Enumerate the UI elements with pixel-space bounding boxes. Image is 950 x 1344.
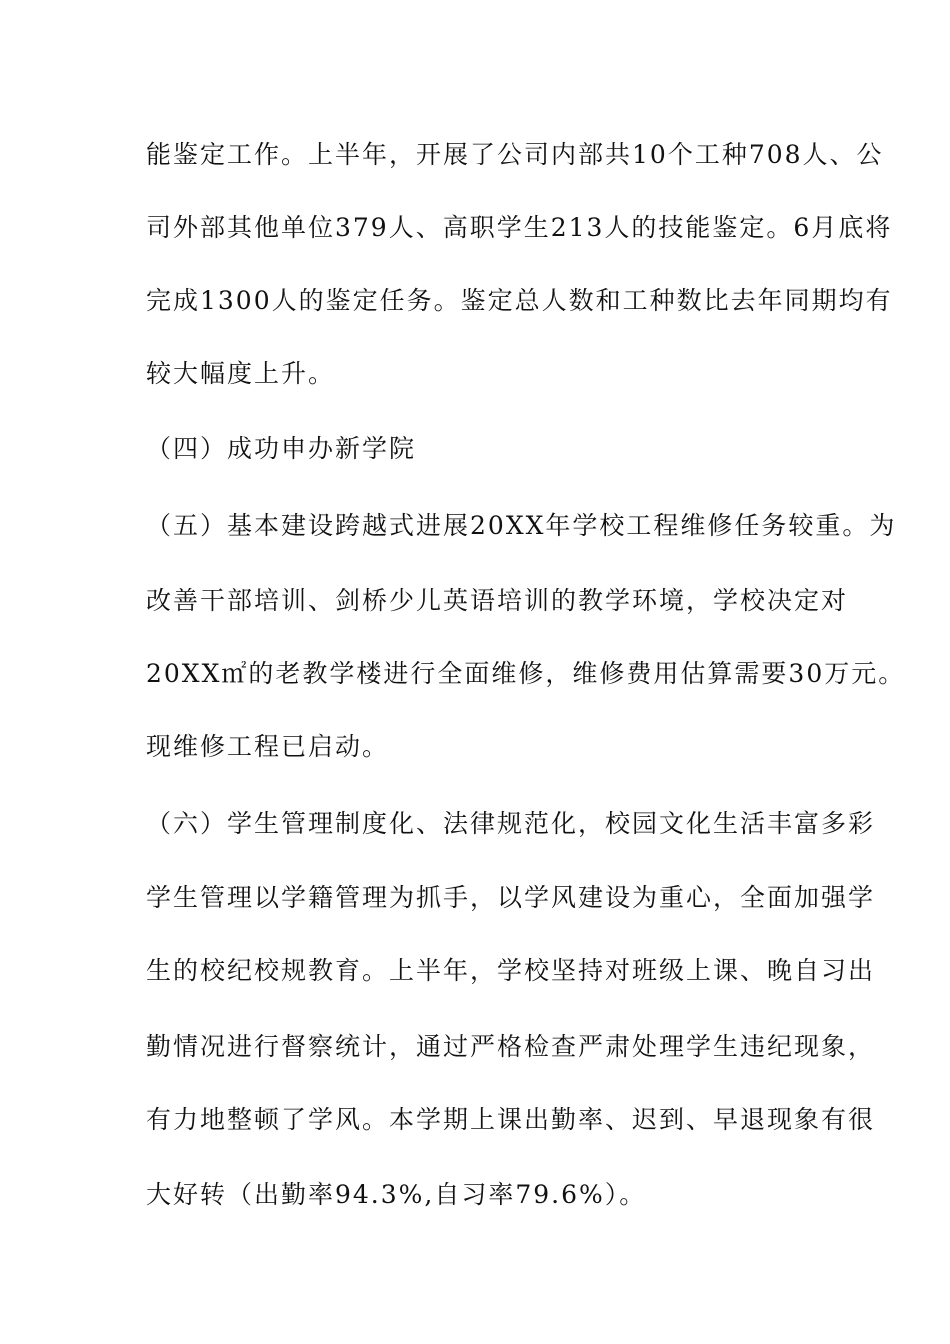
text-line: 大好转（出勤率94.3%,自习率79.6%）。 [146,1180,647,1209]
text-line: 20XX㎡的老教学楼进行全面维修，维修费用估算需要30万元。 [146,659,906,688]
text-line: 司外部其他单位379人、高职学生213人的技能鉴定。6月底将 [146,213,893,242]
text-line: 生的校纪校规教育。上半年，学校坚持对班级上课、晚自习出 [146,956,876,985]
text-line: 现维修工程已启动。 [146,732,390,761]
section-heading-five: （五）基本建设跨越式进展20XX年学校工程维修任务较重。为 [146,511,897,540]
text-line: 较大幅度上升。 [146,359,336,388]
text-line: 完成1300人的鉴定任务。鉴定总人数和工种数比去年同期均有 [146,286,893,315]
text-line: 有力地整顿了学风。本学期上课出勤率、迟到、早退现象有很 [146,1105,876,1134]
text-line: 学生管理以学籍管理为抓手，以学风建设为重心，全面加强学 [146,883,876,912]
text-line: 勤情况进行督察统计，通过严格检查严肃处理学生违纪现象， [146,1032,876,1061]
text-line: 改善干部培训、剑桥少儿英语培训的教学环境，学校决定对 [146,586,849,615]
section-heading-four: （四）成功申办新学院 [146,434,417,463]
text-line: 能鉴定工作。上半年，开展了公司内部共10个工种708人、公 [146,140,884,169]
section-heading-six: （六）学生管理制度化、法律规范化，校园文化生活丰富多彩 [146,809,876,838]
